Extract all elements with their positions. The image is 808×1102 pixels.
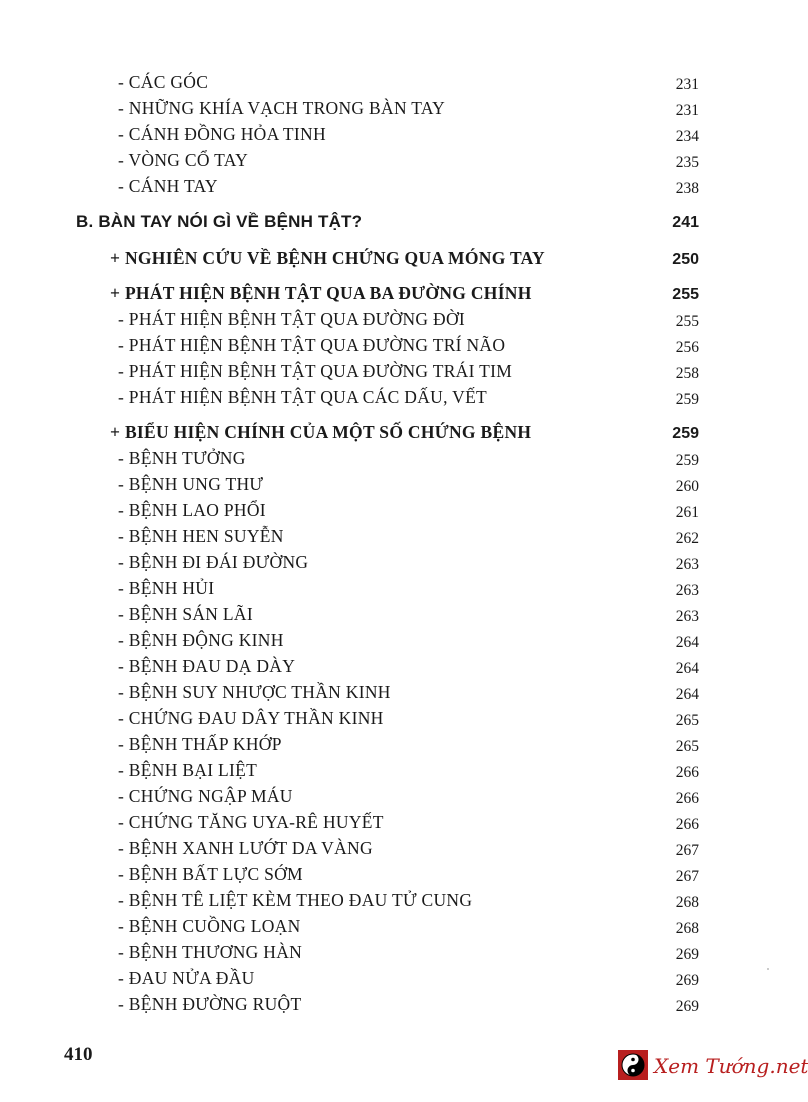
toc-entry[interactable] [0, 914, 785, 940]
toc-entry-page: 267 [675, 842, 699, 859]
toc-entry[interactable] [0, 680, 785, 706]
toc-entry-page: 263 [675, 582, 699, 599]
toc-entry-title: - BỆNH CUỒNG LOẠN [118, 916, 301, 936]
toc-entry[interactable] [0, 524, 785, 550]
toc-entry[interactable] [0, 732, 785, 758]
toc-entry[interactable] [0, 576, 785, 602]
toc-entry[interactable] [0, 498, 785, 524]
toc-entry-page: 255 [672, 286, 699, 303]
toc-entry-page: 256 [675, 339, 699, 356]
toc-entry-page: 263 [675, 556, 699, 573]
toc-entry-title: - BỆNH XANH LƯỚT DA VÀNG [118, 838, 373, 858]
toc-entry-title: - BỆNH HỦI [118, 578, 215, 598]
page-number: 410 [64, 1044, 93, 1065]
toc-entry-title: - BỆNH THẤP KHỚP [118, 734, 282, 754]
toc-entry-page: 238 [675, 180, 699, 197]
toc-entry-page: 259 [675, 391, 699, 408]
toc-entry[interactable] [0, 758, 785, 784]
toc-entry[interactable] [0, 246, 785, 272]
toc-entry-page: 268 [675, 920, 699, 937]
toc-entry-title: - CÁNH ĐỒNG HỎA TINH [118, 124, 326, 144]
toc-entry-page: 262 [675, 530, 699, 547]
toc-entry-page: 259 [672, 425, 699, 442]
toc-entry-title: - BỆNH UNG THƯ [118, 474, 264, 494]
toc-entry-title: - BỆNH ĐƯỜNG RUỘT [118, 994, 302, 1014]
toc-entry-title: - VÒNG CỔ TAY [118, 150, 249, 170]
toc-entry-page: 269 [675, 946, 699, 963]
toc-entry[interactable] [0, 446, 785, 472]
toc-entry[interactable] [0, 784, 785, 810]
toc-entry-title: - BỆNH LAO PHỔI [118, 500, 266, 520]
toc-entry-title: - BỆNH HEN SUYỄN [118, 526, 284, 546]
toc-entry[interactable] [0, 602, 785, 628]
toc-entry-title: B. BÀN TAY NÓI GÌ VỀ BỆNH TẬT? [76, 212, 363, 231]
toc-entry-page: 263 [675, 608, 699, 625]
toc-entry[interactable] [0, 359, 785, 385]
yin-yang-icon [618, 1050, 648, 1080]
toc-entry-page: 260 [675, 478, 699, 495]
toc-entry-page: 250 [672, 251, 699, 268]
toc-entry-title: - BỆNH ĐỘNG KINH [118, 630, 284, 650]
toc-entry-page: 267 [675, 868, 699, 885]
toc-entry-page: 265 [675, 738, 699, 755]
toc-entry[interactable] [0, 96, 785, 122]
toc-entry-page: 231 [675, 102, 699, 119]
toc-entry-title: - BỆNH SÁN LÃI [118, 604, 253, 624]
toc-entry-title: - BỆNH TÊ LIỆT KÈM THEO ĐAU TỬ CUNG [118, 890, 473, 910]
toc-entry[interactable] [0, 550, 785, 576]
toc-entry[interactable] [0, 281, 785, 307]
toc-entry[interactable] [0, 966, 785, 992]
toc-entry-title: - CHỨNG ĐAU DÂY THẦN KINH [118, 708, 384, 728]
toc-entry[interactable] [0, 940, 785, 966]
toc-entry-title: - CÁNH TAY [118, 176, 218, 196]
toc-entry-title: - PHÁT HIỆN BỆNH TẬT QUA ĐƯỜNG TRÍ NÃO [118, 335, 506, 355]
toc-entry-page: 259 [675, 452, 699, 469]
toc-entry-title: - ĐAU NỬA ĐẦU [118, 968, 255, 988]
toc-entry[interactable] [0, 148, 785, 174]
toc-entry-page: 266 [675, 816, 699, 833]
toc-entry-title: - BỆNH ĐAU DẠ DÀY [118, 656, 296, 676]
toc-entry-page: 231 [675, 76, 699, 93]
toc-entry[interactable] [0, 307, 785, 333]
toc-entry-title: - CHỨNG NGẬP MÁU [118, 786, 293, 806]
toc-entry-page: 265 [675, 712, 699, 729]
toc-entry[interactable] [0, 810, 785, 836]
toc-entry[interactable] [0, 706, 785, 732]
toc-entry-title: - BỆNH SUY NHƯỢC THẦN KINH [118, 682, 391, 702]
toc-entry-page: 269 [675, 998, 699, 1015]
toc-entry-page: 269 [675, 972, 699, 989]
logo-text: Xem Tướng.net [654, 1054, 808, 1078]
toc-entry-title: - CHỨNG TĂNG UYA-RÊ HUYẾT [118, 812, 384, 832]
toc-entry-page: 255 [675, 313, 699, 330]
toc-entry-title: - BỆNH BẠI LIỆT [118, 760, 258, 780]
toc-entry-page: 264 [675, 686, 699, 703]
toc-entry[interactable] [0, 888, 785, 914]
toc-entry-page: 261 [675, 504, 699, 521]
toc-entry[interactable] [0, 420, 785, 446]
toc-entry[interactable] [0, 210, 785, 236]
scan-speck [767, 968, 769, 970]
toc-entry-title: - PHÁT HIỆN BỆNH TẬT QUA CÁC DẤU, VẾT [118, 387, 488, 407]
toc-entry-title: - BỆNH THƯƠNG HÀN [118, 942, 303, 962]
toc-entry[interactable] [0, 70, 785, 96]
toc-entry-page: 266 [675, 764, 699, 781]
toc-entry[interactable] [0, 472, 785, 498]
toc-entry-page: 266 [675, 790, 699, 807]
toc-entry[interactable] [0, 385, 785, 411]
toc-entry[interactable] [0, 333, 785, 359]
toc-entry-page: 258 [675, 365, 699, 382]
toc-entry[interactable] [0, 174, 785, 200]
toc-entry[interactable] [0, 122, 785, 148]
toc-entry-title: - NHỮNG KHÍA VẠCH TRONG BÀN TAY [118, 98, 446, 118]
toc-entry-title: - CÁC GÓC [118, 72, 209, 92]
toc-entry-title: - BỆNH TƯỞNG [118, 448, 246, 468]
toc-entry-title: + BIỂU HIỆN CHÍNH CỦA MỘT SỐ CHỨNG BỆNH [110, 422, 532, 442]
toc-entry-title: - BỆNH ĐI ĐÁI ĐƯỜNG [118, 552, 309, 572]
toc-entry[interactable] [0, 992, 785, 1018]
toc-entry-page: 235 [675, 154, 699, 171]
toc-entry-page: 241 [672, 214, 699, 231]
toc-entry-title: - PHÁT HIỆN BỆNH TẬT QUA ĐƯỜNG TRÁI TIM [118, 361, 513, 381]
toc-entry-page: 264 [675, 634, 699, 651]
toc-entry-title: + NGHIÊN CỨU VỀ BỆNH CHỨNG QUA MÓNG TAY [110, 248, 545, 268]
toc-entry-page: 268 [675, 894, 699, 911]
toc-entry-title: - PHÁT HIỆN BỆNH TẬT QUA ĐƯỜNG ĐỜI [118, 309, 466, 329]
toc-entry-page: 234 [675, 128, 699, 145]
toc-entry-title: + PHÁT HIỆN BỆNH TẬT QUA BA ĐƯỜNG CHÍNH [110, 283, 532, 303]
toc-entry-title: - BỆNH BẤT LỰC SỚM [118, 864, 303, 884]
toc-entry[interactable] [0, 628, 785, 654]
toc-entry[interactable] [0, 836, 785, 862]
toc-entry-page: 264 [675, 660, 699, 677]
toc-entry[interactable] [0, 654, 785, 680]
toc-entry[interactable] [0, 862, 785, 888]
